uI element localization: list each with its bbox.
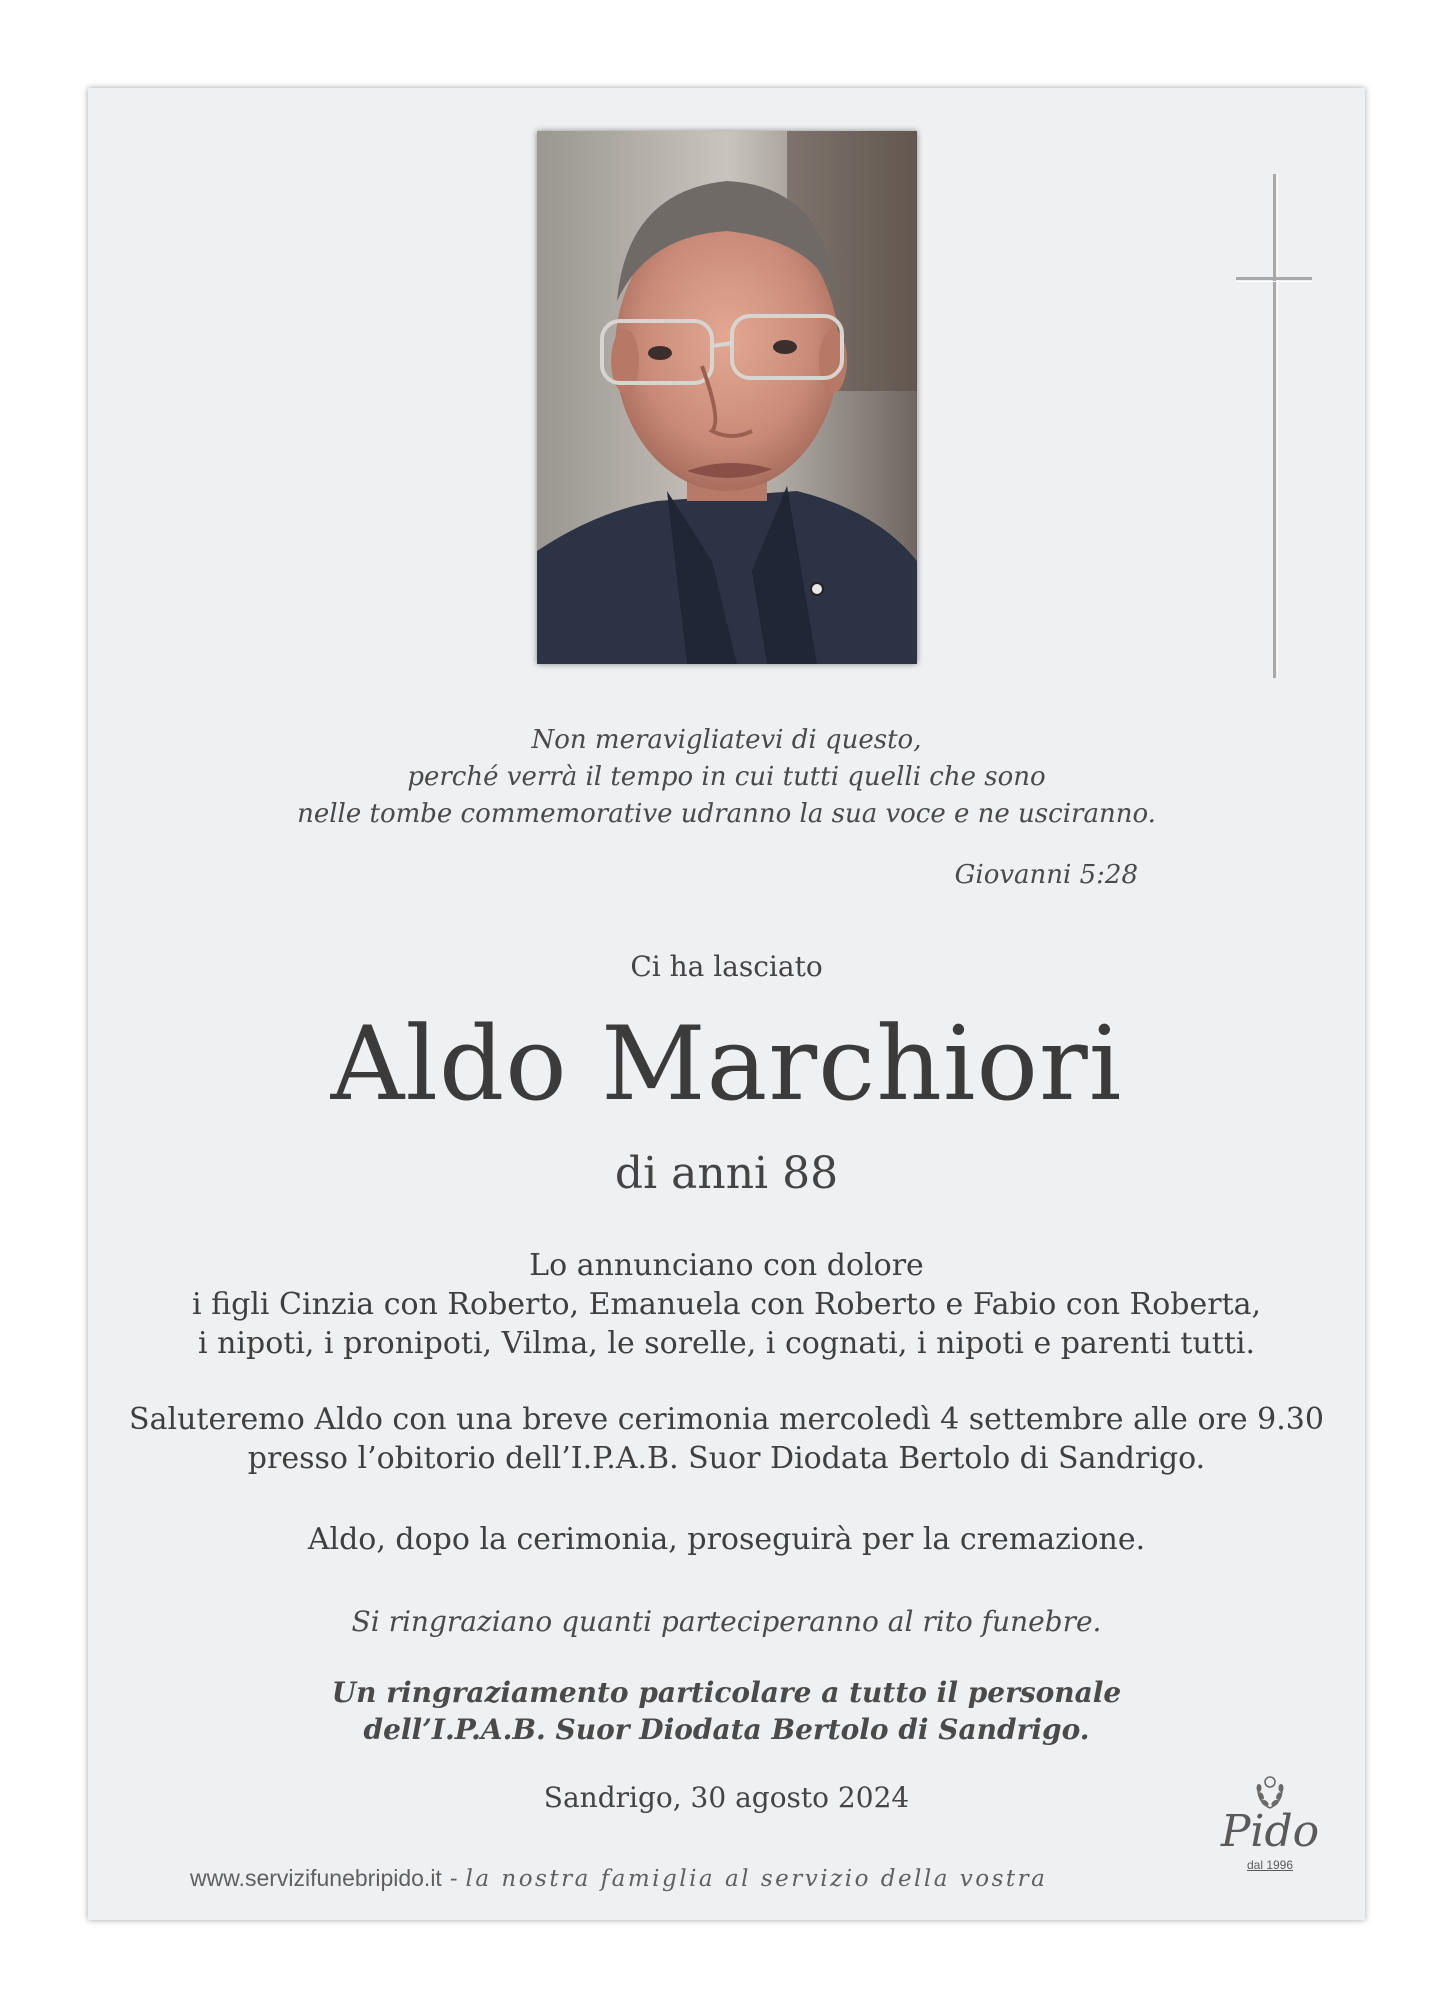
announcement-line: i nipoti, i pronipoti, Vilma, le sorelle, i cognati, i nipoti e parenti tutti. — [197, 1326, 1256, 1361]
obituary-card — [88, 88, 1365, 1920]
footer-separator: - — [449, 1865, 458, 1891]
portrait-illustration — [537, 131, 917, 664]
announcement-line: Lo annunciano con dolore — [529, 1248, 924, 1283]
ceremony-line: Saluteremo Aldo con una breve cerimonia mercoledì 4 settembre alle ore 9.30 — [129, 1402, 1324, 1437]
logo-since: dal 1996 — [1246, 1858, 1294, 1872]
special-thanks — [88, 1674, 1365, 1748]
ceremony-info — [88, 1400, 1365, 1478]
footer-tagline: la nostra famiglia al servizio della vostra — [465, 1866, 1048, 1892]
ceremony-line: presso l’obitorio dell’I.P.A.B. Suor Diodata Bertolo di Sandrigo. — [247, 1441, 1206, 1476]
bible-verse — [88, 722, 1365, 833]
footer — [190, 1865, 1047, 1892]
intro-text: Ci ha lasciato — [630, 950, 823, 983]
deceased-name: Aldo Marchiori — [330, 1005, 1123, 1124]
verse-line: nelle tombe commemorative udranno la sua voce e ne usciranno. — [297, 799, 1156, 829]
announcement — [88, 1246, 1365, 1363]
special-thanks-line: Un ringraziamento particolare a tutto il personale — [331, 1676, 1122, 1709]
special-thanks-line: dell’I.P.A.B. Suor Diodata Bertolo di Sandrigo. — [363, 1713, 1090, 1746]
verse-line: Non meravigliatevi di questo, — [531, 725, 922, 755]
verse-line: perché verrà il tempo in cui tutti quelli che sono — [407, 762, 1046, 792]
deceased-age: di anni 88 — [614, 1148, 839, 1199]
verse-reference: Giovanni 5:28 — [954, 860, 1138, 890]
thanks-text: Si ringraziano quanti parteciperanno al rito funebre. — [351, 1605, 1102, 1638]
cremation-info: Aldo, dopo la cerimonia, proseguirà per la cremazione. — [307, 1522, 1146, 1557]
announcement-line: i figli Cinzia con Roberto, Emanuela con Roberto e Fabio con Roberta, — [191, 1287, 1262, 1322]
logo-brand: Pido — [1220, 1806, 1320, 1857]
cross-icon — [1236, 174, 1316, 678]
place-date: Sandrigo, 30 agosto 2024 — [543, 1781, 910, 1814]
website-link[interactable]: www.servizifunebripido.it — [190, 1865, 442, 1891]
wreath-icon — [1253, 1774, 1287, 1810]
portrait-photo — [537, 131, 917, 664]
funeral-home-logo — [1205, 1774, 1335, 1884]
